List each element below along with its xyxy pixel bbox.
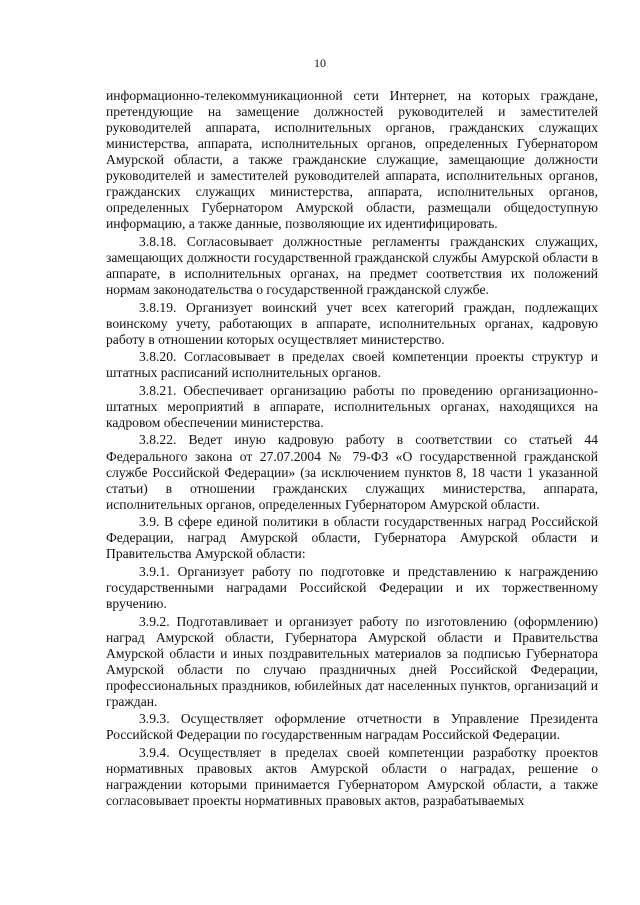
- paragraph-3-8-20: 3.8.20. Согласовывает в пределах своей компетенции проекты структур и штатных расписаний исполнительных органов.: [106, 349, 598, 381]
- paragraph-3-8-18: 3.8.18. Согласовывает должностные регламенты гражданских служащих, замещающих должности государственной гражданской службы Амурской области в аппарате, в исполнительных органах, на предмет соответствия их положений нормам законодательства о государственной гражданской службе.: [106, 233, 598, 298]
- paragraph-3-8-22: 3.8.22. Ведет иную кадровую работу в соответствии со статьей 44 Федерального закона от 27.07.2004 № 79-ФЗ «О государственной гражданской службе Российской Федерации» (за исключением пунктов 8, 18 части 1 указанной статьи) в отношении гражданских служащих министерства, аппарата, исполнительных органов, определенных Губернатором Амурской области.: [106, 432, 598, 512]
- paragraph-continuation: информационно-телекоммуникационной сети Интернет, на которых граждане, претендующие на замещение должностей руководителей и заместителей руководителей аппарата, исполнительных органов, гражданских служащих министерства, аппарата, исполнительных органов, определенных Губернатором Амурской области, а также гражданские служащие, замещающие должности руководителей и заместителей руководителей аппарата, исполнительных органов, гражданских служащих министерства, аппарата, исполнительных органов, определенных Губернатором Амурской области, размещали общедоступную информацию, а также данные, позволяющие их идентифицировать.: [106, 88, 598, 232]
- paragraph-3-9: 3.9. В сфере единой политики в области государственных наград Российской Федерации, наград Амурской области, Губернатора Амурской области и Правительства Амурской области:: [106, 514, 598, 562]
- paragraph-3-9-1: 3.9.1. Организует работу по подготовке и представлению к награждению государственными наградами Российской Федерации и их торжественному вручению.: [106, 563, 598, 611]
- paragraph-3-9-3: 3.9.3. Осуществляет оформление отчетности в Управление Президента Российской Федерации по государственным наградам Российской Федерации.: [106, 711, 598, 743]
- paragraph-3-8-21: 3.8.21. Обеспечивает организацию работы по проведению организационно-штатных мероприятий в аппарате, исполнительных органах, находящихся на кадровом обеспечении министерства.: [106, 382, 598, 430]
- paragraph-3-9-2: 3.9.2. Подготавливает и организует работу по изготовлению (оформлению) наград Амурской области, Губернатора Амурской области и Правительства Амурской области и иных поздравительных материалов за подписью Губернатора Амурской области по случаю праздничных дней Российской Федерации, профессиональных праздников, юбилейных дат населенных пунктов, организаций и граждан.: [106, 613, 598, 709]
- page-number: 10: [314, 56, 326, 70]
- paragraph-3-9-4: 3.9.4. Осуществляет в пределах своей компетенции разработку проектов нормативных правовых актов Амурской области о наградах, решение о награждении которыми принимается Губернатором Амурской области, а также согласовывает проекты нормативных правовых актов, разрабатываемых: [106, 744, 598, 809]
- document-body: [106, 88, 598, 809]
- paragraph-3-8-19: 3.8.19. Организует воинский учет всех категорий граждан, подлежащих воинскому учету, работающих в аппарате, исполнительных органах, кадровую работу в отношении которых осуществляет министерство.: [106, 299, 598, 347]
